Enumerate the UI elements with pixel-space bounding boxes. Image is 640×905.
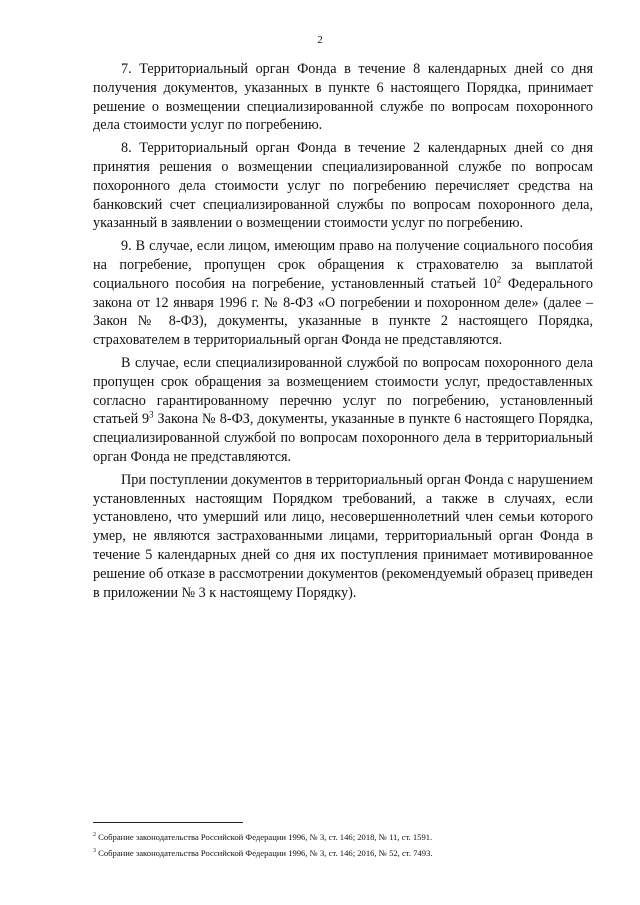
paragraph-9-second-part-1: В случае, если специализированной службой по вопросам похоронного дела пропущен срок обращения за возмещением стоимости услуг, предоставленных согласно гарантированному перечню услуг по погребению, установленный статьей 9 [93, 354, 593, 428]
paragraph-8: 8. Территориальный орган Фонда в течение 2 календарных дней со дня принятия решения о возмещении специализированной службе по вопросам похоронного дела стоимости услуг по погребению перечисляет средства на банковский счет специализированной службы по вопросам похоронного дела, указанный в заявлении о возмещении стоимости услуг по погребению. [93, 140, 593, 232]
paragraph-9-second [93, 354, 593, 467]
footnote-mark: 2 [93, 832, 96, 838]
footnote-text: Собрание законодательства Российской Федерации 1996, № 3, ст. 146; 2016, № 52, ст. 7493. [96, 848, 433, 859]
footnote-3 [93, 844, 593, 860]
footnote-ref-3: 3 [149, 409, 154, 420]
footnote-divider [93, 822, 243, 823]
footnote-mark: 3 [93, 848, 96, 855]
paragraph-7: 7. Территориальный орган Фонда в течение 8 календарных дней со дня получения документов, указанных в пункте 6 настоящего Порядка, принимает решение о возмещении специализированной службе по вопросам похоронного дела стоимости услуг по погребению. [93, 61, 593, 134]
footnote-2 [93, 828, 593, 844]
paragraph-9-third: При поступлении документов в территориальный орган Фонда с нарушением установленных настоящим Порядком требований, а также в случаях, если установлено, что умерший или лицо, несовершеннолетний член семьи которого умер, не являются застрахованными лицами, территориальный орган Фонда в течение 5 календарных дней со дня их поступления принимает мотивированное решение об отказе в рассмотрении документов (рекомендуемый образец приведен в приложении № 3 к настоящему Порядку). [93, 471, 593, 601]
page-number: 2 [317, 34, 323, 46]
footnote-text: Собрание законодательства Российской Федерации 1996, № 3, ст. 146; 2018, № 11, ст. 1591. [96, 831, 433, 842]
paragraph-9 [93, 237, 593, 350]
paragraph-9-second-part-2: Закона № 8-ФЗ, документы, указанные в пункте 6 настоящего Порядка, специализированной службой по вопросам похоронного дела в территориальный орган Фонда не представляются. [93, 411, 594, 465]
footnote-ref-2: 2 [496, 274, 502, 285]
footnotes [93, 828, 593, 861]
paragraph-9-part-2: Федерального закона от 12 января 1996 г. № 8-ФЗ «О погребении и похоронном деле» (далее – Закон № 8-ФЗ), документы, указанные в пункте 2 настоящего Порядка, страхователем в территориальный орган Фонда не представляются. [93, 275, 594, 349]
document-body [93, 60, 593, 606]
paragraph-9-part-1: 9. В случае, если лицом, имеющим право на получение социального пособия на погребение, пропущен срок обращения к страхователю за выплатой социального пособия на погребение, установленный статьей 10 [93, 238, 593, 292]
